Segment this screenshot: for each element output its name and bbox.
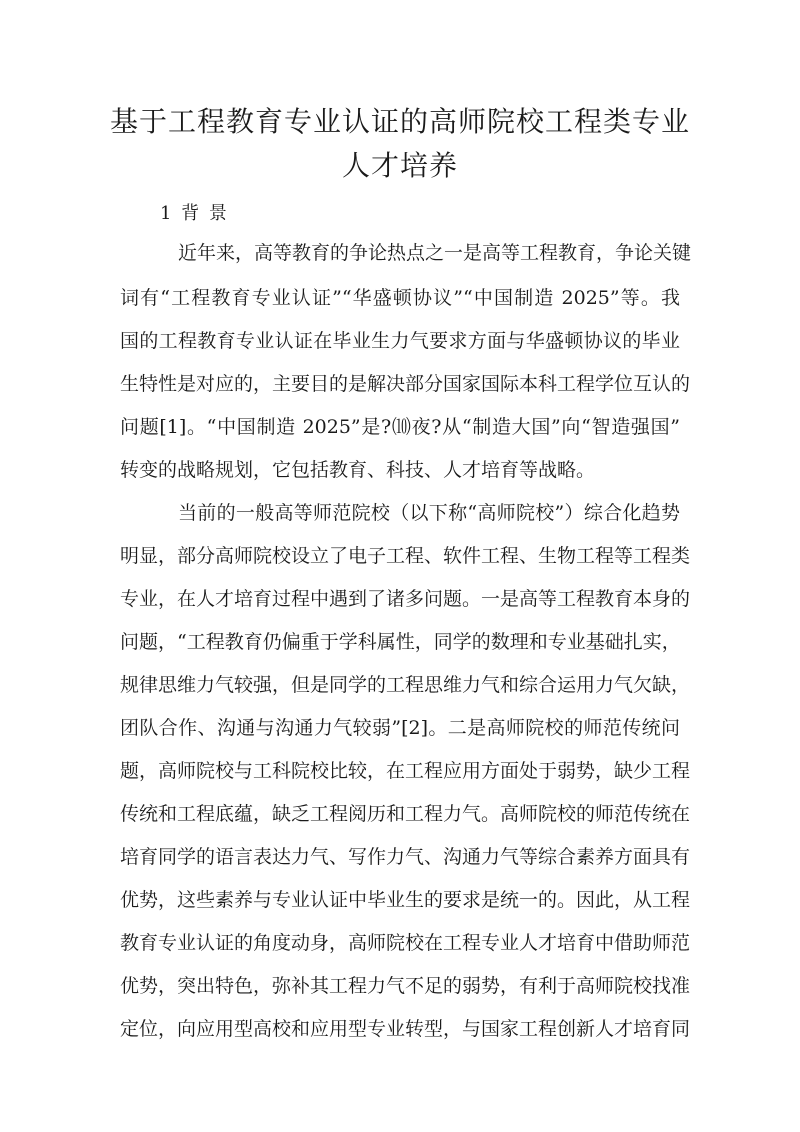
- paragraph-line: 问题，“工程教育仍偏重于学科属性，同学的数理和专业基础扎实，: [120, 631, 681, 653]
- document-title-line-2: 人才培养: [341, 149, 458, 182]
- paragraph-line: 题，高师院校与工科院校比较，在工程应用方面处于弱势，缺少工程: [120, 760, 691, 782]
- paragraph-line: 明显，部分高师院校设立了电子工程、软件工程、生物工程等工程类: [120, 545, 691, 567]
- paragraph-line: 专业，在人才培育过程中遇到了诸多问题。一是高等工程教育本身的: [120, 588, 691, 610]
- paragraph-line: 词有“工程教育专业认证”“华盛顿协议”“中国制造 2025”等。我: [120, 287, 680, 309]
- document-title-line-1: 基于工程教育专业认证的高师院校工程类专业: [109, 105, 690, 138]
- section-heading: 1 背 景: [160, 203, 229, 224]
- paragraph-line: 转变的战略规划，它包括教育、科技、人才培育等战略。: [120, 459, 596, 481]
- paragraph-line: 生特性是对应的，主要目的是解决部分国家国际本科工程学位互认的: [120, 373, 691, 395]
- paragraph-line: 问题[1]。“中国制造 2025”是?⑽夜?从“制造大国”向“智造强国”: [120, 416, 680, 438]
- paragraph-line: 团队合作、沟通与沟通力气较弱”[2]。二是高师院校的师范传统问: [120, 717, 680, 739]
- paragraph-line: 传统和工程底蕴，缺乏工程阅历和工程力气。高师院校的师范传统在: [120, 803, 691, 825]
- paragraph-line: 优势，突出特色，弥补其工程力气不足的弱势，有利于高师院校找准: [120, 975, 691, 997]
- paragraph-line: 规律思维力气较强，但是同学的工程思维力气和综合运用力气欠缺，: [120, 674, 691, 696]
- paragraph-line: 当前的一般高等师范院校（以下称“高师院校”）综合化趋势: [178, 502, 680, 524]
- paragraph-line: 培育同学的语言表达力气、写作力气、沟通力气等综合素养方面具有: [120, 846, 691, 868]
- paragraph-line: 教育专业认证的角度动身，高师院校在工程专业人才培育中借助师范: [120, 932, 691, 954]
- paragraph-line: 优势，这些素养与专业认证中毕业生的要求是统一的。因此，从工程: [120, 889, 691, 911]
- paragraph-line: 国的工程教育专业认证在毕业生力气要求方面与华盛顿协议的毕业: [120, 330, 680, 352]
- paragraph-line: 近年来，高等教育的争论热点之一是高等工程教育，争论关键: [178, 242, 692, 264]
- paragraph-line: 定位，向应用型高校和应用型专业转型，与国家工程创新人才培育同: [120, 1018, 691, 1040]
